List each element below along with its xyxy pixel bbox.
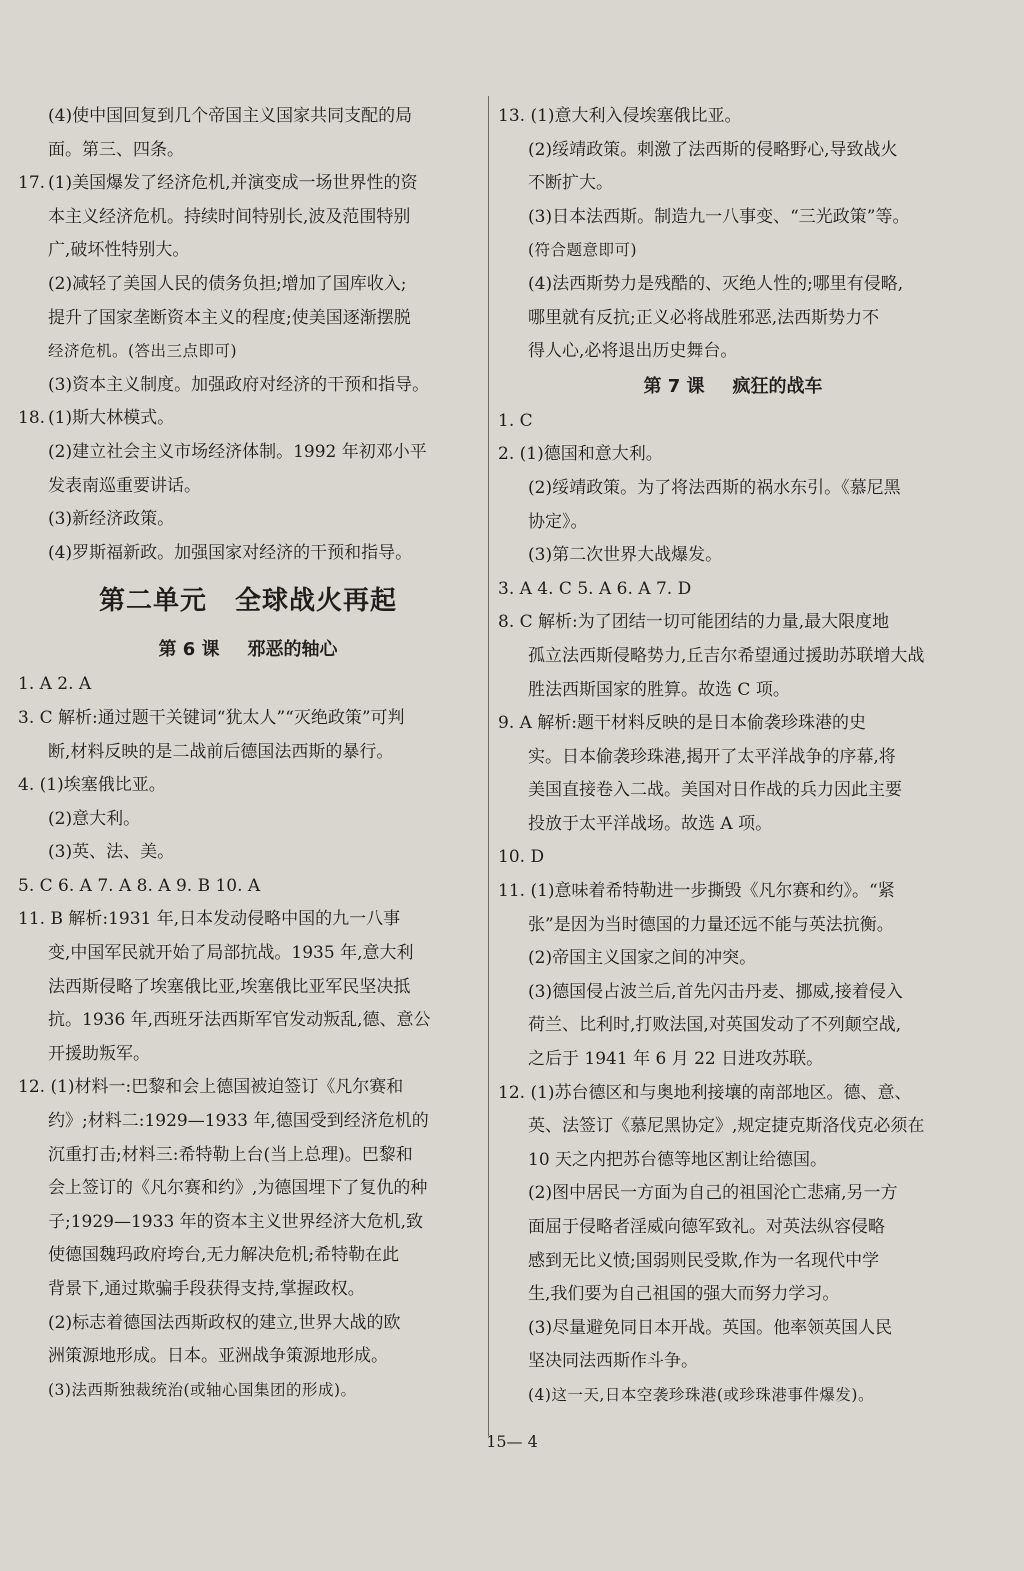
text-line: 13. (1)意大利入侵埃塞俄比亚。 [498,106,742,126]
page-number: 15— 4 [486,1432,538,1451]
text-line: 断,材料反映的是二战前后德国法西斯的暴行。 [48,741,394,762]
text-line: (2)减轻了美国人民的债务负担;增加了国库收入; [48,273,407,294]
text-line: 背景下,通过欺骗手段获得支持,掌握政权。 [48,1279,365,1299]
text-line: 得人心,必将退出历史舞台。 [528,341,738,362]
text-line: 之后于 1941 年 6 月 22 日进攻苏联。 [528,1049,824,1070]
text-line: 5. C 6. A 7. A 8. A 9. B 10. A [18,875,261,896]
text-line: (4)这一天,日本空袭珍珠港(或珍珠港事件爆发)。 [528,1385,874,1404]
text-line: 英、法签订《慕尼黑协定》,规定捷克斯洛伐克必须在 [528,1116,925,1137]
text-line: 2. (1)德国和意大利。 [498,444,663,465]
text-line: 12. (1)苏台德区和与奥地利接壤的南部地区。德、意、 [498,1082,912,1103]
text-line: 孤立法西斯侵略势力,丘吉尔希望通过援助苏联增大战 [528,645,925,666]
text-line: 会上签订的《凡尔赛和约》,为德国埋下了复仇的种 [48,1178,428,1199]
text-line: (2)标志着德国法西斯政权的建立,世界大战的欧 [48,1312,401,1333]
text-line: (符合题意即可) [528,241,638,260]
question-18 [18,402,478,436]
text-line: 胜法西斯国家的胜算。故选 C 项。 [528,679,790,700]
text-line: 哪里就有反抗;正义必将战胜邪恶,法西斯势力不 [528,307,880,328]
text-line: 张”是因为当时德国的力量还远不能与英法抗衡。 [528,914,894,935]
text-line: 经济危机。(答出三点即可) [48,342,238,361]
text-line: 4. (1)埃塞俄比亚。 [18,775,166,796]
right-column [498,100,968,1413]
lesson-heading: 第 7 课 疯狂的战车 [643,375,823,397]
text-line: (4)法西斯势力是残酷的、灭绝人性的;哪里有侵略, [528,273,904,294]
text-line: 协定》。 [528,511,588,532]
text-line: 投放于太平洋战场。故选 A 项。 [528,813,773,834]
text-line: 1. A 2. A [18,674,92,695]
text-line: 面屈于侵略者淫威向德军致礼。对英法纵容侵略 [528,1217,885,1237]
question-17 [18,167,478,201]
text-line: (3)德国侵占波兰后,首先闪击丹麦、挪威,接着侵入 [528,981,903,1002]
text-line: (4)罗斯福新政。加强国家对经济的干预和指导。 [48,542,413,563]
question-number: 18. [18,408,46,429]
text-line: (3)新经济政策。 [48,509,175,530]
text-line: 变,中国军民就开始了局部抗战。1935 年,意大利 [48,943,414,964]
column-divider [488,96,489,1436]
text-line: 开援助叛军。 [48,1043,150,1064]
text-line: 生,我们要为自己祖国的强大而努力学习。 [528,1284,840,1305]
text-line: 11. B 解析:1931 年,日本发动侵略中国的九一八事 [18,909,401,930]
text-line: (2)帝国主义国家之间的冲突。 [528,948,757,969]
text-line: 不断扩大。 [528,173,613,194]
text-line: 10 天之内把苏台德等地区割让给德国。 [528,1149,828,1170]
text-line: 美国直接卷入二战。美国对日作战的兵力因此主要 [528,780,902,801]
text-line: 感到无比义愤;国弱则民受欺,作为一名现代中学 [528,1250,880,1271]
text-line: 广,破坏性特别大。 [48,240,190,261]
text-line: (2)意大利。 [48,808,141,829]
text-line: 抗。1936 年,西班牙法西斯军官发动叛乱,德、意公 [48,1010,431,1031]
text-line: 实。日本偷袭珍珠港,揭开了太平洋战争的序幕,将 [528,746,896,767]
text-line: 提升了国家垄断资本主义的程度;使美国逐渐摆脱 [48,307,411,328]
text-line: (1)斯大林模式。 [48,408,175,429]
text-line: (3)法西斯独裁统治(或轴心国集团的形成)。 [48,1380,357,1399]
text-line: 11. (1)意味着希特勒进一步撕毁《凡尔赛和约》。“紧 [498,881,895,902]
text-line: 荷兰、比利时,打败法国,对英国发动了不列颠空战, [528,1015,902,1036]
text-line: 约》;材料二:1929—1933 年,德国受到经济危机的 [48,1111,429,1132]
text-line: 3. C 解析:通过题干关键词“犹太人”“灭绝政策”可判 [18,707,405,728]
text-line: (2)绥靖政策。刺激了法西斯的侵略野心,导致战火 [528,139,898,160]
lesson-heading: 第 6 课 邪恶的轴心 [158,639,338,661]
question-number: 17. [18,173,46,194]
text-line: 发表南巡重要讲话。 [48,475,201,496]
text-line: 3. A 4. C 5. A 6. A 7. D [498,578,692,599]
text-line: 洲策源地形成。日本。亚洲战争策源地形成。 [48,1346,388,1367]
text-line: (3)资本主义制度。加强政府对经济的干预和指导。 [48,374,430,395]
text-line: 本主义经济危机。持续时间特别长,波及范围特别 [48,206,411,227]
left-column [18,100,478,1407]
text-line: (2)建立社会主义市场经济体制。1992 年初邓小平 [48,441,427,462]
unit-heading: 第二单元 全球战火再起 [98,586,398,617]
text-line: (3)第二次世界大战爆发。 [528,545,723,566]
text-line: 9. A 解析:题干材料反映的是日本偷袭珍珠港的史 [498,713,867,734]
text-line: (4)使中国回复到几个帝国主义国家共同支配的局 [48,106,413,126]
text-line: 坚决同法西斯作斗争。 [528,1351,698,1372]
text-line: 面。第三、四条。 [48,139,184,160]
text-line: 使德国魏玛政府垮台,无力解决危机;希特勒在此 [48,1245,400,1266]
text-line: (3)尽量避免同日本开战。英国。他率领英国人民 [528,1317,893,1338]
text-line: 12. (1)材料一:巴黎和会上德国被迫签订《凡尔赛和 [18,1077,404,1098]
text-line: 沉重打击;材料三:希特勒上台(当上总理)。巴黎和 [48,1144,413,1165]
text-line: (3)日本法西斯。制造九一八事变、“三光政策”等。 [528,206,910,227]
text-line: 法西斯侵略了埃塞俄比亚,埃塞俄比亚军民坚决抵 [48,976,411,997]
text-line: (3)英、法、美。 [48,842,175,863]
text-line: (1)美国爆发了经济危机,并演变成一场世界性的资 [48,173,418,194]
text-line: (2)图中居民一方面为自己的祖国沦亡悲痛,另一方 [528,1183,898,1204]
text-line: 1. C [498,410,533,431]
text-line: 子;1929—1933 年的资本主义世界经济大危机,致 [48,1211,424,1232]
text-line: 10. D [498,847,545,868]
text-line: (2)绥靖政策。为了将法西斯的祸水东引。《慕尼黑 [528,477,901,498]
text-line: 8. C 解析:为了团结一切可能团结的力量,最大限度地 [498,612,890,633]
